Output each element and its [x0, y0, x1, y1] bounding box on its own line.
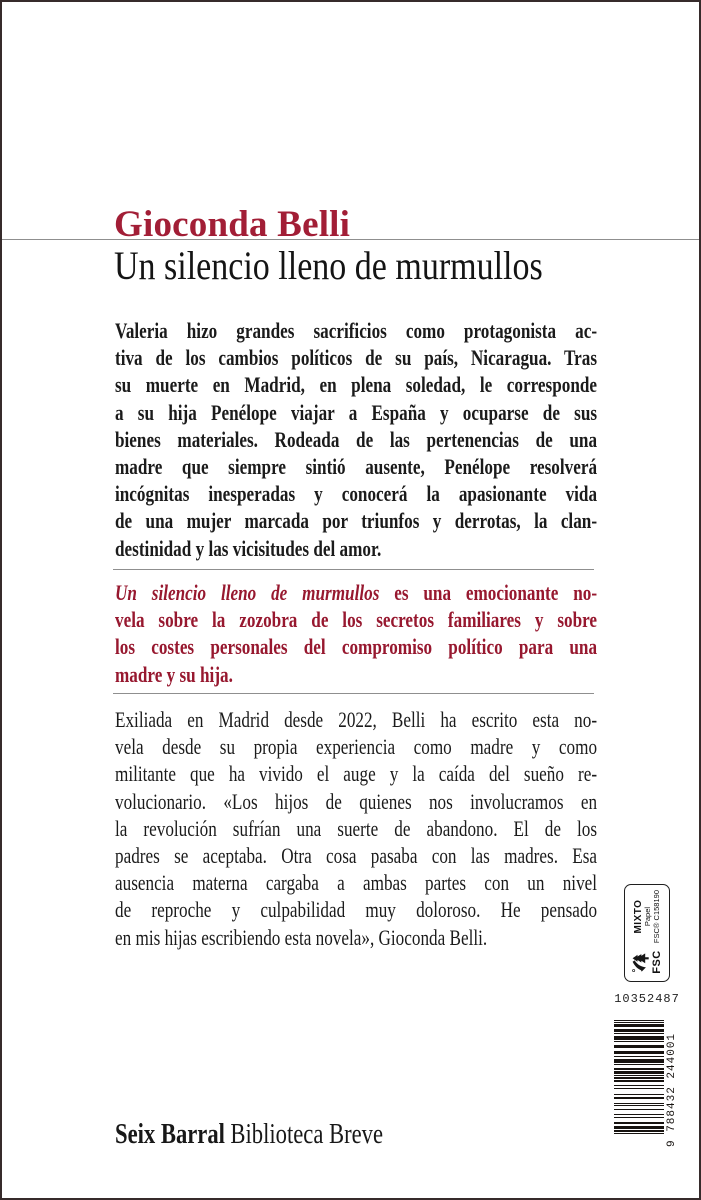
barcode-space: [614, 1082, 664, 1084]
text-line: incógnitas inesperadas y conocerá la apasionante vida: [115, 481, 598, 507]
barcode-space: [614, 1104, 664, 1105]
isbn-barcode-rotated: [614, 1019, 680, 1147]
barcode-space: [614, 1099, 664, 1103]
barcode-bar: [614, 1024, 664, 1026]
fsc-papel-label: Papel: [643, 906, 653, 927]
barcode-bar: [614, 1126, 664, 1130]
barcode-bar: [614, 1122, 664, 1124]
barcode-space: [614, 1110, 664, 1114]
barcode-bar: [614, 1130, 664, 1131]
barcode-space: [614, 1070, 664, 1071]
barcode-space: [614, 1048, 664, 1050]
barcode-space: [614, 1034, 664, 1036]
imprint-name: Seix Barral: [115, 1118, 225, 1150]
barcode-bar: [614, 1105, 664, 1106]
barcode-bar: [614, 1077, 664, 1078]
text-line: madre y su hija.: [115, 661, 233, 687]
barcode-space: [614, 1129, 664, 1130]
barcode-space: [614, 1089, 664, 1094]
fsc-label: [624, 884, 670, 982]
text-line: vela desde su propia experiencia como madre y como: [115, 734, 598, 760]
barcode-space: [614, 1023, 664, 1024]
fsc-license-code: FSC® C158190: [651, 890, 661, 944]
barcode-space: [614, 1057, 664, 1059]
barcode-bar: [614, 1075, 664, 1076]
barcode-bar: [614, 1114, 664, 1115]
barcode-bar: [614, 1097, 664, 1099]
barcode-bars: [614, 1019, 664, 1134]
barcode-bar: [614, 1109, 664, 1110]
text-line: en mis hijas escribiendo esta novela», Gioconda Belli.: [115, 924, 488, 950]
barcode-space: [614, 1086, 664, 1088]
barcode-bar: [614, 1020, 664, 1021]
text-line: a su hija Penélope viajar a España y ocuparse de sus: [115, 399, 598, 425]
text-line: madre que siempre sintió ausente, Penélope resolverá: [115, 454, 598, 480]
book-title-italic: Un silencio lleno de murmullos: [115, 580, 380, 605]
text-line: los costes personales del compromiso político para una: [115, 634, 598, 660]
barcode-space: [614, 1118, 664, 1122]
text-line: padres se aceptaba. Otra cosa pasaba con las madres. Esa: [115, 843, 598, 869]
isbn-barcode: [614, 1019, 680, 1147]
barcode-bar: [614, 1051, 664, 1055]
barcode-bar: [614, 1022, 664, 1023]
author-name: Gioconda Belli: [114, 204, 351, 245]
barcode-bar: [614, 1103, 664, 1104]
text-line: de reproche y culpabilidad muy doloroso. He pensado: [115, 897, 598, 923]
text-line: la revolución sufrían una suerte de abandono. El de los: [115, 815, 598, 841]
divider-line-bottom: [113, 693, 594, 694]
text-line: tiva de los cambios políticos de su país, Nicaragua. Tras: [115, 345, 598, 371]
barcode-space: [614, 1040, 664, 1041]
fsc-tree-icon: [631, 952, 651, 973]
fsc-mixto-label: MIXTO: [632, 899, 644, 934]
text-line: militante que ha vivido el auge y la caída del sueño re-: [115, 761, 598, 787]
barcode-space: [614, 1115, 664, 1117]
book-title: Un silencio lleno de murmullos: [114, 243, 543, 288]
barcode-bar: [614, 1041, 664, 1042]
barcode-space: [614, 1027, 664, 1029]
barcode-bar: [614, 1088, 664, 1089]
barcode-space: [614, 1032, 664, 1033]
author-note-paragraph: [115, 706, 597, 951]
header-divider-line: [2, 239, 699, 240]
barcode-bar: [614, 1068, 664, 1070]
fsc-label-box: [624, 884, 670, 982]
barcode-space: [614, 1063, 664, 1064]
barcode-space: [614, 1079, 664, 1080]
print-code: 10352487: [614, 992, 680, 1006]
barcode-space: [614, 1132, 664, 1133]
barcode-space: [614, 1055, 664, 1056]
barcode-space: [614, 1095, 664, 1096]
barcode-space: [614, 1076, 664, 1077]
text-line: destinidad y las vicisitudes del amor.: [115, 535, 382, 561]
fsc-label-rotated: [624, 884, 670, 982]
barcode-bar: [614, 1056, 664, 1057]
pitch-rest-lines: [115, 606, 597, 688]
barcode-bar: [614, 1133, 664, 1134]
text-line: vela sobre la zozobra de los secretos familiares y sobre: [115, 607, 598, 633]
divider-line-top: [113, 569, 594, 570]
barcode-bar: [614, 1094, 664, 1095]
barcode-bar: [614, 1045, 664, 1049]
barcode-bar: [614, 1117, 664, 1118]
barcode-space: [614, 1074, 664, 1075]
text-line: bienes materiales. Rodeada de las pertenencias de una: [115, 426, 598, 452]
publisher-line: [115, 1118, 411, 1150]
isbn-number: 9 788432 244001: [666, 1032, 678, 1147]
fsc-logo: [631, 948, 663, 976]
text-line: de una mujer marcada por triunfos y derrotas, la clan-: [115, 508, 598, 534]
barcode-bar: [614, 1080, 664, 1082]
barcode-bar: [614, 1064, 664, 1065]
text-line: su muerte en Madrid, en plena soledad, le corresponde: [115, 372, 598, 398]
barcode-space: [614, 1042, 664, 1044]
pitch-first-line: [115, 579, 597, 606]
barcode-bar: [614, 1059, 664, 1063]
pitch-first-line-rest: es una emocionante no-: [379, 580, 598, 605]
synopsis-paragraph: [115, 317, 597, 562]
barcode-space: [614, 1065, 664, 1067]
barcode-bar: [614, 1071, 664, 1073]
collection-name: Biblioteca Breve: [230, 1118, 384, 1150]
pitch-paragraph: [115, 579, 597, 688]
text-line: Exiliada en Madrid desde 2022, Belli ha escrito esta no-: [115, 707, 598, 732]
barcode-bar: [614, 1033, 664, 1034]
barcode-space: [614, 1021, 664, 1022]
fsc-label-text: [633, 890, 662, 943]
barcode-bar: [614, 1029, 664, 1031]
fsc-logo-text: FSC: [651, 950, 663, 974]
barcode-bar: [614, 1085, 664, 1086]
text-line: volucionario. «Los hijos de quienes nos involucramos en: [115, 788, 598, 814]
text-line: ausencia materna cargaba a ambas partes con un nivel: [115, 870, 598, 896]
text-line: Valeria hizo grandes sacrificios como protagonista ac-: [115, 318, 598, 343]
barcode-bar: [614, 1036, 664, 1040]
barcode-space: [614, 1106, 664, 1108]
barcode-space: [614, 1124, 664, 1125]
